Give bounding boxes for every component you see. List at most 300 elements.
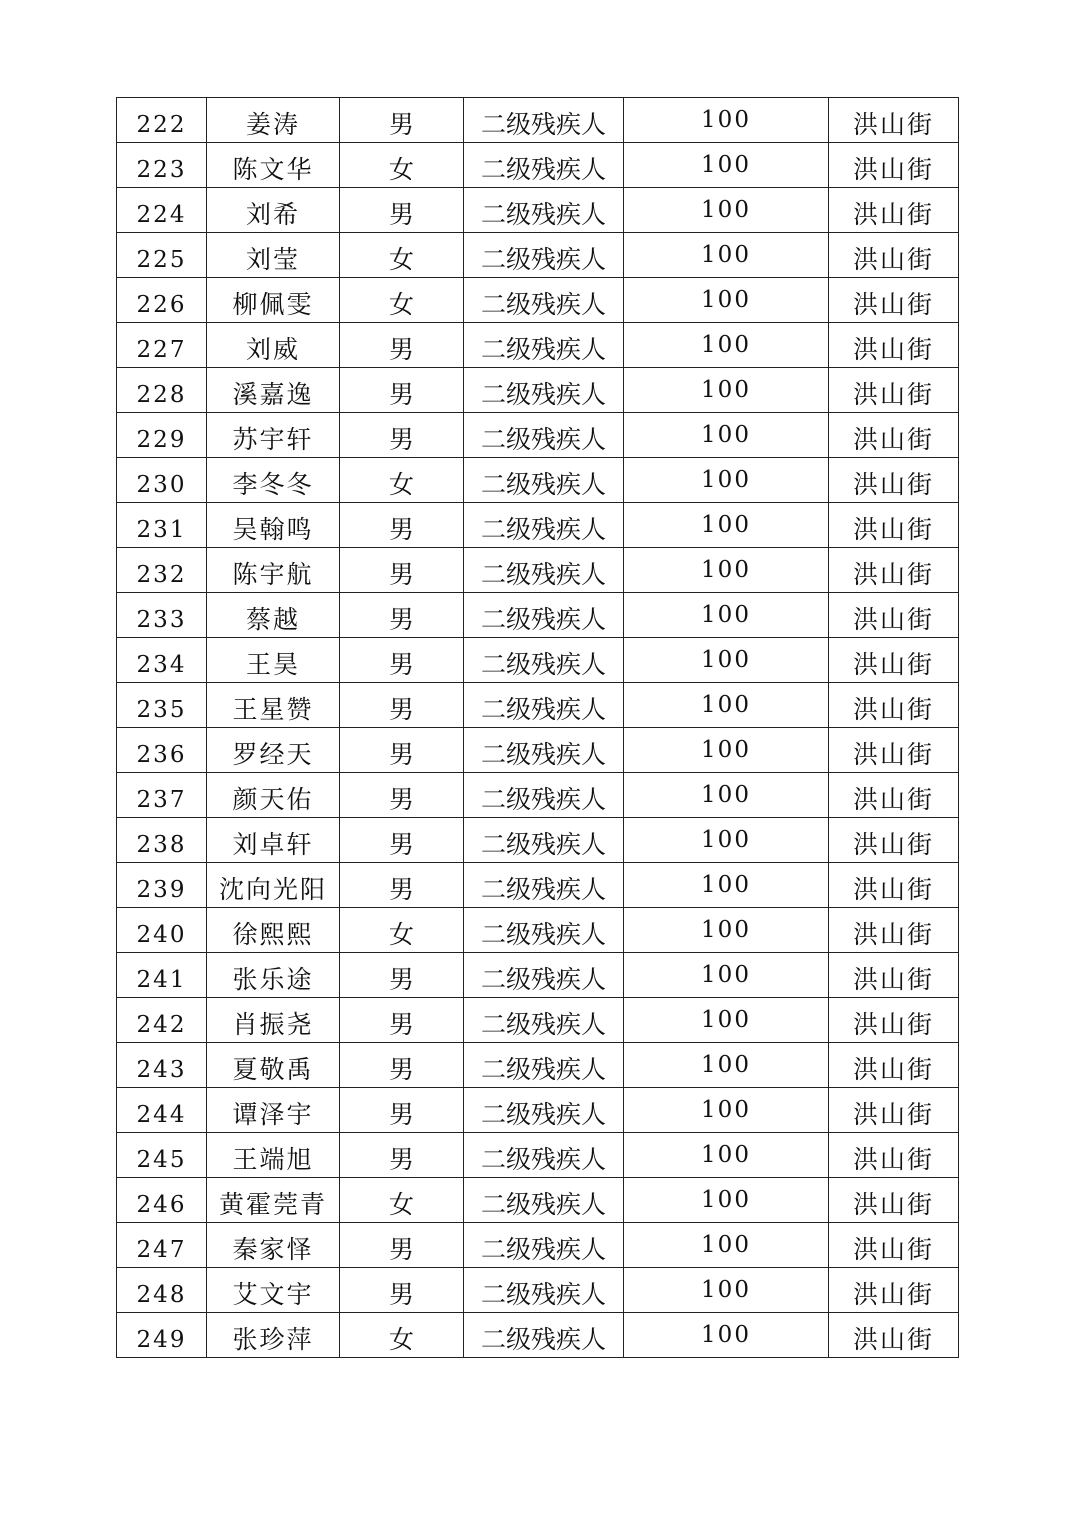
gender-cell-text: 男 [388, 335, 414, 364]
row-number-cell [117, 323, 207, 368]
disability-category-cell [464, 98, 624, 143]
row-number-cell-text: 224 [136, 202, 187, 228]
amount-cell [624, 98, 829, 143]
gender-cell-text: 女 [388, 920, 414, 949]
street-cell [829, 638, 959, 683]
amount-cell [624, 413, 829, 458]
row-number-cell [117, 548, 207, 593]
disability-category-cell [464, 908, 624, 953]
gender-cell [340, 323, 464, 368]
row-number-cell-text: 233 [136, 607, 187, 633]
disability-category-cell-text: 二级残疾人 [480, 740, 606, 769]
street-cell-text: 洪山街 [852, 605, 934, 634]
row-number-cell-text: 249 [136, 1327, 187, 1353]
row-number-cell-text: 243 [136, 1057, 187, 1083]
row-number-cell [117, 98, 207, 143]
disability-category-cell-text: 二级残疾人 [480, 515, 606, 544]
street-cell-text: 洪山街 [852, 515, 934, 544]
table-row [117, 998, 959, 1043]
disability-category-cell-text: 二级残疾人 [480, 1010, 606, 1039]
table-row [117, 683, 959, 728]
gender-cell-text: 男 [388, 1145, 414, 1174]
street-cell [829, 1313, 959, 1358]
gender-cell-text: 男 [388, 605, 414, 634]
name-cell-text: 李冬冬 [232, 470, 314, 499]
amount-cell [624, 233, 829, 278]
name-cell [207, 458, 340, 503]
disability-category-cell [464, 1043, 624, 1088]
name-cell-text: 陈文华 [232, 155, 314, 184]
amount-cell-text: 100 [701, 467, 751, 493]
disability-category-cell [464, 728, 624, 773]
disability-category-cell-text: 二级残疾人 [480, 245, 606, 274]
gender-cell [340, 1223, 464, 1268]
row-number-cell-text: 222 [136, 112, 187, 138]
row-number-cell-text: 231 [136, 517, 187, 543]
gender-cell [340, 638, 464, 683]
row-number-cell [117, 908, 207, 953]
street-cell [829, 773, 959, 818]
street-cell-text: 洪山街 [852, 830, 934, 859]
street-cell [829, 98, 959, 143]
name-cell [207, 818, 340, 863]
gender-cell-text: 男 [388, 830, 414, 859]
street-cell-text: 洪山街 [852, 155, 934, 184]
disability-category-cell [464, 323, 624, 368]
table-row [117, 278, 959, 323]
disability-category-cell-text: 二级残疾人 [480, 1145, 606, 1174]
gender-cell [340, 773, 464, 818]
street-cell [829, 728, 959, 773]
amount-cell [624, 188, 829, 233]
gender-cell [340, 998, 464, 1043]
street-cell [829, 1088, 959, 1133]
disability-category-cell [464, 1133, 624, 1178]
gender-cell-text: 女 [388, 470, 414, 499]
street-cell [829, 818, 959, 863]
row-number-cell [117, 188, 207, 233]
amount-cell-text: 100 [701, 962, 751, 988]
table-row [117, 233, 959, 278]
name-cell [207, 143, 340, 188]
disability-category-cell [464, 368, 624, 413]
name-cell [207, 188, 340, 233]
street-cell-text: 洪山街 [852, 470, 934, 499]
amount-cell [624, 863, 829, 908]
table-row [117, 143, 959, 188]
row-number-cell [117, 503, 207, 548]
table-row [117, 638, 959, 683]
street-cell [829, 593, 959, 638]
table-row [117, 863, 959, 908]
table-row [117, 773, 959, 818]
row-number-cell-text: 240 [136, 922, 187, 948]
disability-category-cell-text: 二级残疾人 [480, 1190, 606, 1219]
amount-cell-text: 100 [701, 917, 751, 943]
table-row [117, 593, 959, 638]
amount-cell-text: 100 [701, 872, 751, 898]
row-number-cell [117, 278, 207, 323]
table-row [117, 728, 959, 773]
amount-cell [624, 143, 829, 188]
disability-category-cell-text: 二级残疾人 [480, 200, 606, 229]
street-cell-text: 洪山街 [852, 1235, 934, 1264]
amount-cell-text: 100 [701, 107, 751, 133]
name-cell [207, 1088, 340, 1133]
name-cell-text: 刘威 [245, 335, 300, 364]
name-cell [207, 773, 340, 818]
disability-category-cell-text: 二级残疾人 [480, 1100, 606, 1129]
table-row [117, 908, 959, 953]
row-number-cell [117, 1133, 207, 1178]
gender-cell-text: 男 [388, 650, 414, 679]
name-cell-text: 艾文宇 [232, 1280, 314, 1309]
table-row [117, 503, 959, 548]
disability-category-cell [464, 143, 624, 188]
row-number-cell [117, 143, 207, 188]
gender-cell [340, 1268, 464, 1313]
street-cell [829, 233, 959, 278]
street-cell-text: 洪山街 [852, 1010, 934, 1039]
street-cell-text: 洪山街 [852, 965, 934, 994]
amount-cell-text: 100 [701, 1322, 751, 1348]
amount-cell [624, 1133, 829, 1178]
street-cell-text: 洪山街 [852, 200, 934, 229]
table-row [117, 548, 959, 593]
table-row [117, 953, 959, 998]
street-cell-text: 洪山街 [852, 425, 934, 454]
row-number-cell [117, 773, 207, 818]
amount-cell-text: 100 [701, 1232, 751, 1258]
street-cell [829, 278, 959, 323]
gender-cell [340, 98, 464, 143]
street-cell [829, 188, 959, 233]
disability-category-cell-text: 二级残疾人 [480, 470, 606, 499]
row-number-cell [117, 998, 207, 1043]
street-cell-text: 洪山街 [852, 1325, 934, 1354]
name-cell-text: 沈向光阳 [218, 875, 327, 904]
beneficiary-table [116, 97, 959, 1358]
amount-cell-text: 100 [701, 512, 751, 538]
amount-cell-text: 100 [701, 152, 751, 178]
gender-cell-text: 男 [388, 965, 414, 994]
amount-cell [624, 593, 829, 638]
amount-cell [624, 908, 829, 953]
row-number-cell-text: 228 [136, 382, 187, 408]
row-number-cell-text: 232 [136, 562, 187, 588]
name-cell [207, 368, 340, 413]
name-cell-text: 刘卓轩 [232, 830, 314, 859]
disability-category-cell [464, 413, 624, 458]
street-cell [829, 368, 959, 413]
table-row [117, 1178, 959, 1223]
name-cell-text: 吴翰鸣 [232, 515, 314, 544]
name-cell [207, 548, 340, 593]
row-number-cell-text: 237 [136, 787, 187, 813]
row-number-cell [117, 1313, 207, 1358]
disability-category-cell [464, 278, 624, 323]
table-row [117, 98, 959, 143]
row-number-cell [117, 1088, 207, 1133]
gender-cell-text: 男 [388, 200, 414, 229]
gender-cell [340, 458, 464, 503]
street-cell-text: 洪山街 [852, 920, 934, 949]
gender-cell [340, 1313, 464, 1358]
amount-cell [624, 728, 829, 773]
name-cell-text: 谭泽宇 [232, 1100, 314, 1129]
disability-category-cell-text: 二级残疾人 [480, 875, 606, 904]
gender-cell [340, 593, 464, 638]
disability-category-cell-text: 二级残疾人 [480, 1235, 606, 1264]
gender-cell [340, 1133, 464, 1178]
name-cell-text: 徐熙熙 [232, 920, 314, 949]
amount-cell-text: 100 [701, 1187, 751, 1213]
disability-category-cell-text: 二级残疾人 [480, 290, 606, 319]
row-number-cell-text: 246 [136, 1192, 187, 1218]
street-cell-text: 洪山街 [852, 650, 934, 679]
row-number-cell-text: 247 [136, 1237, 187, 1263]
name-cell [207, 593, 340, 638]
gender-cell-text: 男 [388, 1055, 414, 1084]
amount-cell [624, 278, 829, 323]
disability-category-cell [464, 188, 624, 233]
amount-cell [624, 953, 829, 998]
street-cell-text: 洪山街 [852, 245, 934, 274]
row-number-cell-text: 235 [136, 697, 187, 723]
amount-cell [624, 458, 829, 503]
street-cell [829, 908, 959, 953]
amount-cell [624, 818, 829, 863]
gender-cell [340, 143, 464, 188]
table-row [117, 1223, 959, 1268]
gender-cell-text: 男 [388, 515, 414, 544]
gender-cell [340, 503, 464, 548]
disability-category-cell [464, 998, 624, 1043]
name-cell-text: 秦家怿 [232, 1235, 314, 1264]
name-cell [207, 1268, 340, 1313]
amount-cell-text: 100 [701, 1097, 751, 1123]
table-row [117, 1088, 959, 1133]
name-cell-text: 苏宇轩 [232, 425, 314, 454]
name-cell-text: 夏敬禹 [232, 1055, 314, 1084]
amount-cell-text: 100 [701, 602, 751, 628]
row-number-cell [117, 593, 207, 638]
table-row [117, 1313, 959, 1358]
row-number-cell-text: 238 [136, 832, 187, 858]
gender-cell-text: 男 [388, 1235, 414, 1264]
row-number-cell-text: 248 [136, 1282, 187, 1308]
amount-cell-text: 100 [701, 332, 751, 358]
gender-cell-text: 女 [388, 155, 414, 184]
disability-category-cell [464, 773, 624, 818]
gender-cell [340, 728, 464, 773]
name-cell [207, 1178, 340, 1223]
disability-category-cell [464, 863, 624, 908]
table-row [117, 188, 959, 233]
name-cell [207, 278, 340, 323]
table-row [117, 458, 959, 503]
name-cell [207, 323, 340, 368]
gender-cell-text: 男 [388, 740, 414, 769]
gender-cell-text: 男 [388, 695, 414, 724]
gender-cell-text: 男 [388, 110, 414, 139]
street-cell-text: 洪山街 [852, 695, 934, 724]
amount-cell-text: 100 [701, 1052, 751, 1078]
row-number-cell [117, 413, 207, 458]
row-number-cell-text: 241 [136, 967, 187, 993]
amount-cell-text: 100 [701, 287, 751, 313]
disability-category-cell-text: 二级残疾人 [480, 155, 606, 184]
street-cell [829, 1043, 959, 1088]
name-cell-text: 张珍萍 [232, 1325, 314, 1354]
gender-cell [340, 188, 464, 233]
row-number-cell [117, 683, 207, 728]
gender-cell-text: 男 [388, 1100, 414, 1129]
name-cell [207, 908, 340, 953]
disability-category-cell-text: 二级残疾人 [480, 650, 606, 679]
gender-cell-text: 女 [388, 290, 414, 319]
row-number-cell [117, 1268, 207, 1313]
table-row [117, 1133, 959, 1178]
row-number-cell [117, 818, 207, 863]
row-number-cell [117, 368, 207, 413]
amount-cell [624, 1178, 829, 1223]
gender-cell-text: 男 [388, 785, 414, 814]
row-number-cell [117, 458, 207, 503]
street-cell [829, 413, 959, 458]
row-number-cell-text: 227 [136, 337, 187, 363]
street-cell-text: 洪山街 [852, 380, 934, 409]
disability-category-cell-text: 二级残疾人 [480, 785, 606, 814]
name-cell-text: 姜涛 [245, 110, 300, 139]
row-number-cell [117, 728, 207, 773]
street-cell [829, 683, 959, 728]
street-cell-text: 洪山街 [852, 1145, 934, 1174]
table-row [117, 413, 959, 458]
amount-cell-text: 100 [701, 197, 751, 223]
name-cell-text: 蔡越 [245, 605, 300, 634]
name-cell-text: 王星赞 [232, 695, 314, 724]
amount-cell [624, 683, 829, 728]
amount-cell [624, 368, 829, 413]
gender-cell [340, 278, 464, 323]
street-cell-text: 洪山街 [852, 1100, 934, 1129]
name-cell-text: 黄霍莞青 [218, 1190, 327, 1219]
street-cell-text: 洪山街 [852, 1190, 934, 1219]
disability-category-cell [464, 548, 624, 593]
name-cell [207, 1223, 340, 1268]
street-cell [829, 1268, 959, 1313]
disability-category-cell [464, 458, 624, 503]
gender-cell [340, 413, 464, 458]
disability-category-cell-text: 二级残疾人 [480, 560, 606, 589]
gender-cell-text: 女 [388, 1190, 414, 1219]
name-cell-text: 柳佩雯 [232, 290, 314, 319]
disability-category-cell-text: 二级残疾人 [480, 335, 606, 364]
amount-cell-text: 100 [701, 377, 751, 403]
gender-cell-text: 男 [388, 380, 414, 409]
street-cell-text: 洪山街 [852, 110, 934, 139]
disability-category-cell [464, 683, 624, 728]
disability-category-cell-text: 二级残疾人 [480, 425, 606, 454]
row-number-cell-text: 234 [136, 652, 187, 678]
gender-cell [340, 683, 464, 728]
name-cell-text: 王昊 [245, 650, 300, 679]
row-number-cell-text: 242 [136, 1012, 187, 1038]
disability-category-cell-text: 二级残疾人 [480, 965, 606, 994]
gender-cell-text: 男 [388, 1010, 414, 1039]
gender-cell-text: 男 [388, 875, 414, 904]
disability-category-cell [464, 638, 624, 683]
gender-cell [340, 368, 464, 413]
gender-cell [340, 233, 464, 278]
disability-category-cell [464, 1268, 624, 1313]
row-number-cell-text: 239 [136, 877, 187, 903]
gender-cell-text: 男 [388, 1280, 414, 1309]
gender-cell-text: 男 [388, 560, 414, 589]
row-number-cell-text: 245 [136, 1147, 187, 1173]
disability-category-cell-text: 二级残疾人 [480, 1325, 606, 1354]
disability-category-cell-text: 二级残疾人 [480, 1055, 606, 1084]
name-cell [207, 953, 340, 998]
gender-cell [340, 1088, 464, 1133]
street-cell [829, 143, 959, 188]
disability-category-cell [464, 953, 624, 998]
amount-cell-text: 100 [701, 1277, 751, 1303]
table-row [117, 323, 959, 368]
row-number-cell [117, 638, 207, 683]
street-cell-text: 洪山街 [852, 290, 934, 319]
street-cell [829, 998, 959, 1043]
name-cell-text: 颜天佑 [232, 785, 314, 814]
disability-category-cell [464, 818, 624, 863]
name-cell-text: 溪嘉逸 [232, 380, 314, 409]
disability-category-cell-text: 二级残疾人 [480, 695, 606, 724]
street-cell-text: 洪山街 [852, 1280, 934, 1309]
row-number-cell-text: 229 [136, 427, 187, 453]
name-cell-text: 罗经天 [232, 740, 314, 769]
amount-cell-text: 100 [701, 692, 751, 718]
amount-cell [624, 638, 829, 683]
name-cell [207, 1133, 340, 1178]
street-cell [829, 458, 959, 503]
row-number-cell-text: 225 [136, 247, 187, 273]
disability-category-cell [464, 1313, 624, 1358]
gender-cell-text: 男 [388, 425, 414, 454]
disability-category-cell-text: 二级残疾人 [480, 830, 606, 859]
row-number-cell-text: 223 [136, 157, 187, 183]
name-cell-text: 刘希 [245, 200, 300, 229]
street-cell [829, 503, 959, 548]
gender-cell [340, 1178, 464, 1223]
disability-category-cell [464, 1223, 624, 1268]
street-cell [829, 1133, 959, 1178]
disability-category-cell-text: 二级残疾人 [480, 380, 606, 409]
amount-cell-text: 100 [701, 647, 751, 673]
amount-cell-text: 100 [701, 1142, 751, 1168]
table-row [117, 1268, 959, 1313]
name-cell [207, 98, 340, 143]
disability-category-cell [464, 503, 624, 548]
name-cell [207, 863, 340, 908]
gender-cell [340, 908, 464, 953]
table-row [117, 1043, 959, 1088]
gender-cell [340, 863, 464, 908]
street-cell-text: 洪山街 [852, 785, 934, 814]
name-cell-text: 张乐途 [232, 965, 314, 994]
street-cell [829, 323, 959, 368]
row-number-cell-text: 244 [136, 1102, 187, 1128]
